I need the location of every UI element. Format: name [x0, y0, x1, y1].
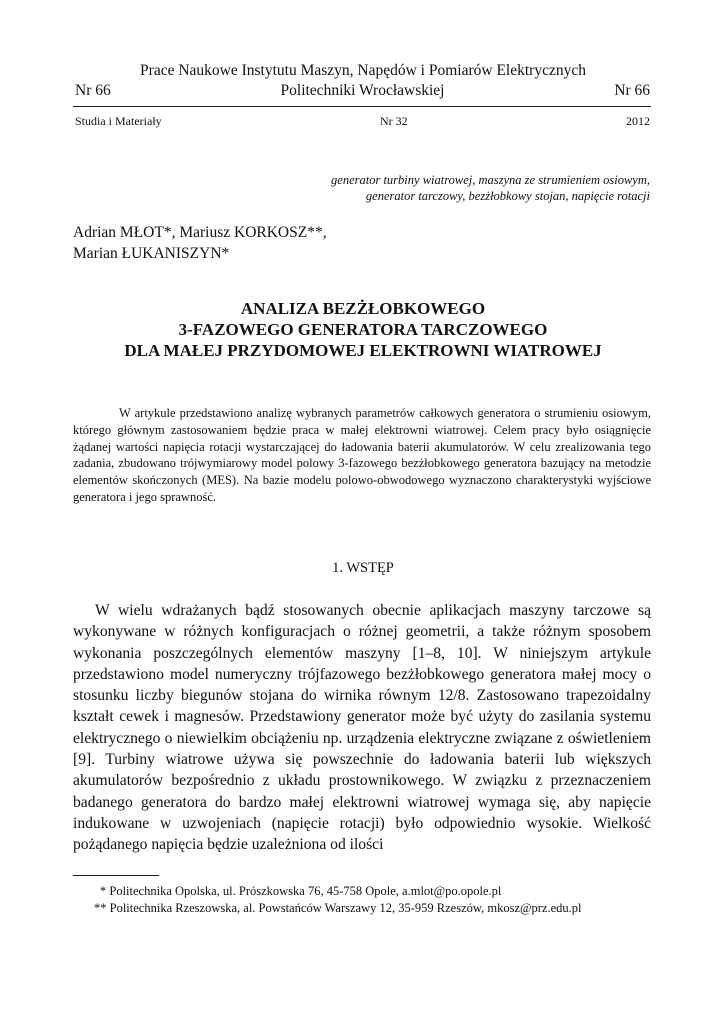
issue-number-right: Nr 66 — [614, 82, 650, 99]
header-divider — [73, 106, 651, 107]
series-row — [75, 114, 650, 129]
series-number: Nr 32 — [379, 114, 408, 128]
issue-number-left: Nr 66 — [75, 82, 111, 99]
authors-line-2: Marian ŁUKANISZYN* — [73, 245, 230, 262]
publication-year: 2012 — [625, 114, 650, 128]
footnotes — [73, 883, 651, 916]
journal-title: Prace Naukowe Instytutu Maszyn, Napędów i Pomiarów Elektrycznych — [140, 62, 586, 79]
footnote-divider — [73, 875, 159, 876]
series-name: Studia i Materiały — [75, 114, 162, 128]
title-line-3: DLA MAŁEJ PRZYDOMOWEJ ELEKTROWNI WIATROWEJ — [124, 341, 602, 360]
title-line-1: ANALIZA BEZŻŁOBKOWEGO — [240, 299, 486, 318]
footnote-1: * Politechnika Opolska, ul. Prószkowska 76, 45-758 Opole, a.mlot@po.opole.pl — [100, 884, 502, 898]
abstract: W artykule przedstawiono analizę wybranych parametrów całkowych generatora o strumieniu osiowym, którego głównym zastosowaniem będzie praca w małej elektrowni wiatrowej. Celem pracy było osiągnięcie żądanej wartości napięcia rotacji wystarczającej do ładowania baterii akumulatorów. W celu zrealizowania tego zadania, zbudowano trójwymiarowy model polowy 3-fazowego bezżłobkowego generatora bazujący na metodzie elementów skończonych (MES). Na bazie modelu polowo-obwodowego wyznaczono charakterystyki wyjściowe generatora i jego sprawność. — [73, 406, 651, 504]
journal-subtitle-row — [75, 82, 650, 100]
section-heading: 1. WSTĘP — [332, 560, 394, 576]
authors — [73, 222, 327, 264]
authors-line-1: Adrian MŁOT*, Mariusz KORKOSZ**, — [73, 224, 327, 241]
paper-title — [0, 298, 726, 361]
keywords — [150, 172, 650, 204]
keywords-line-1: generator turbiny wiatrowej, maszyna ze strumieniem osiowym, — [331, 173, 650, 187]
footnote-2: ** Politechnika Rzeszowska, al. Powstańców Warszawy 12, 35-959 Rzeszów, mkosz@prz.edu.pl — [94, 900, 582, 915]
body-paragraph: W wielu wdrażanych bądź stosowanych obecnie aplikacjach maszyny tarczowe są wykonywane w różnych konfiguracjach o różnej geometrii, a także różnym sposobem wykonania poszczególnych elementów maszyny [1–8, 10]. W niniejszym artykule przedstawiono model numeryczny trójfazowego bezżłobkowego generatora małej mocy o stosunku liczby biegunów stojana do wirnika równym 12/8. Zastosowano trapezoidalny kształt cewek i magnesów. Przedstawiony generator może być użyty do zasilania systemu elektrycznego o niewielkim obciążeniu np. urządzenia elektryczne związane z oświetleniem [9]. Turbiny wiatrowe używa się powszechnie do ładowania baterii lub większych akumulatorów bezpośrednio z układu prostownikowego. W związku z przeznaczeniem badanego generatora do bardzo małej elektrowni wiatrowej wymaga się, aby napięcie indukowane w uzwojeniach (napięcie rotacji) było odpowiednio wysokie. Wielkość pożądanego napięcia będzie uzależniona od ilości — [73, 602, 651, 854]
keywords-line-2: generator tarczowy, bezżłobkowy stojan, napięcie rotacji — [365, 189, 650, 203]
title-line-2: 3-FAZOWEGO GENERATORA TARCZOWEGO — [178, 320, 548, 339]
journal-institution: Politechniki Wrocławskiej — [280, 82, 445, 99]
